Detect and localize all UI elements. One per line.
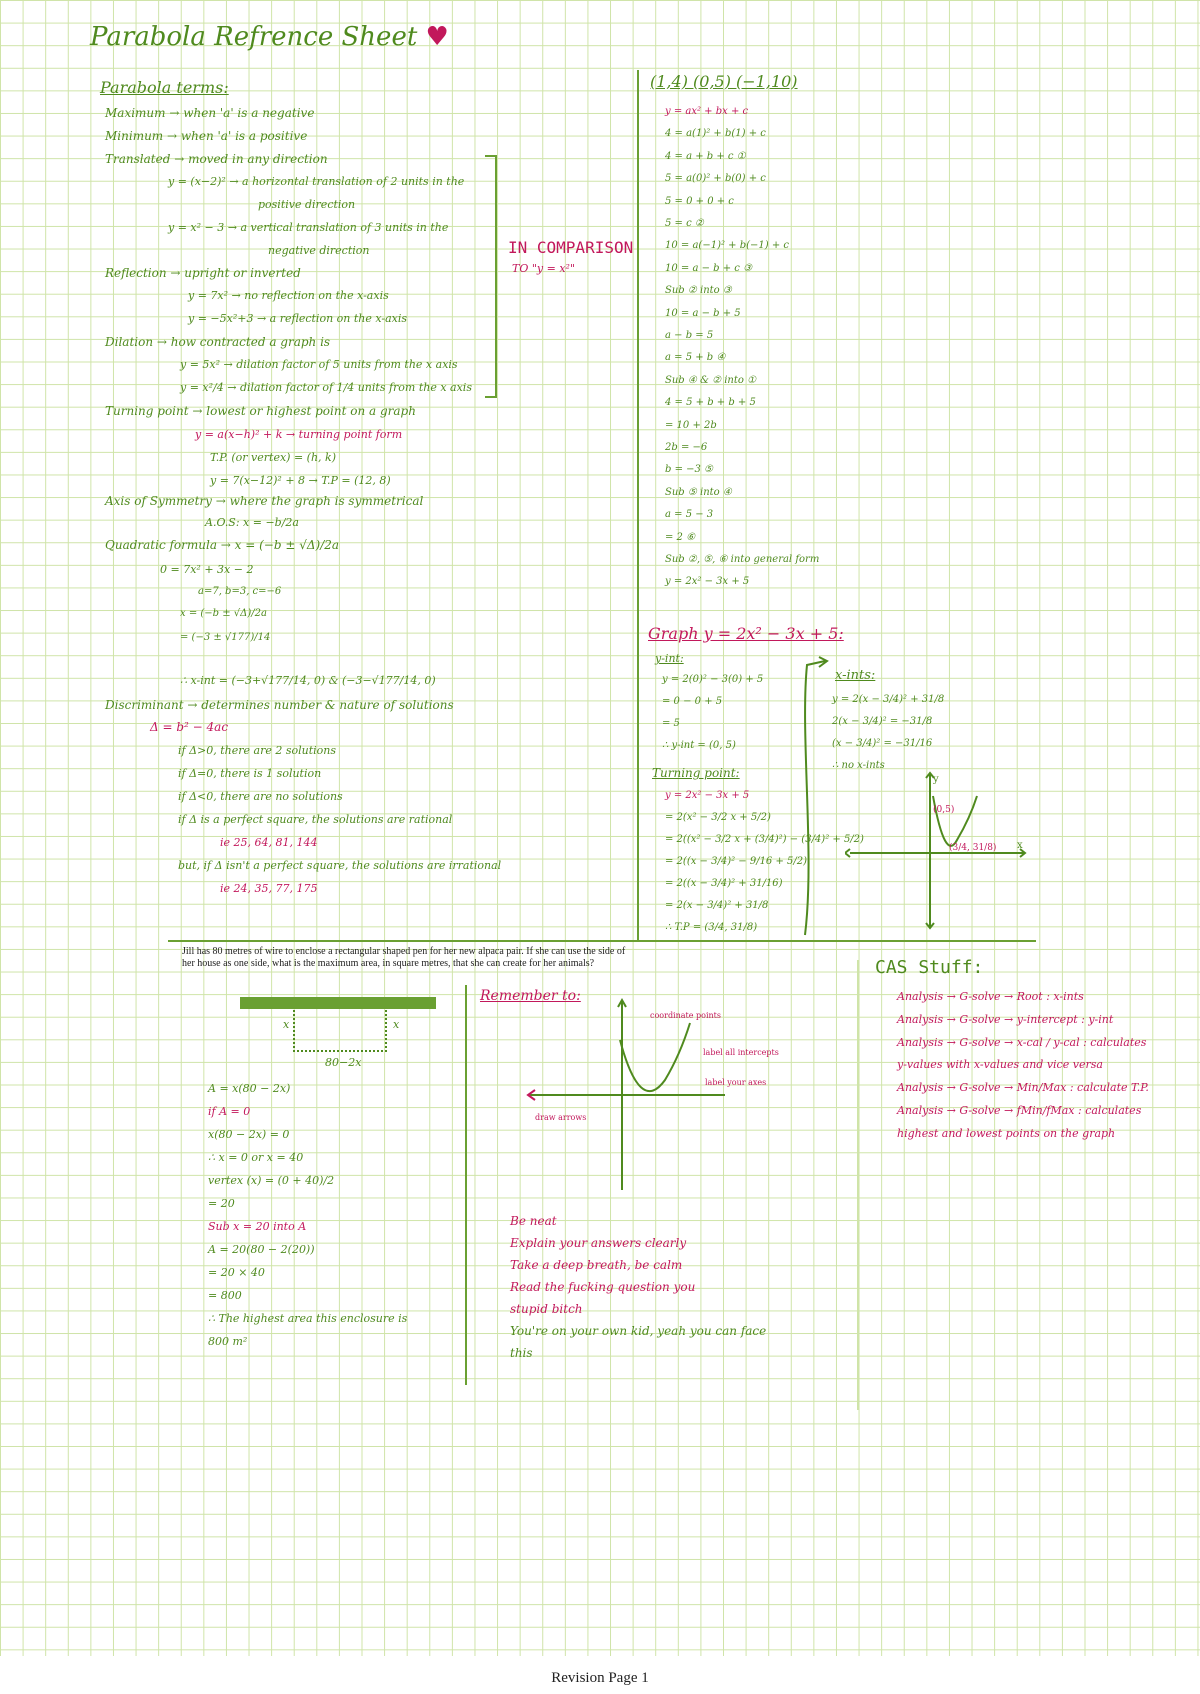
problem-text-1: Jill has 80 metres of wire to enclose a rectangular shaped pen for her new alpaca pair. If she can use the side of bbox=[182, 946, 626, 957]
problem-work-line: A = x(80 − 2x) bbox=[208, 1082, 291, 1095]
yint-work-line: = 5 bbox=[662, 718, 680, 729]
cas-heading: CAS Stuff: bbox=[875, 957, 984, 978]
problem-work-line: vertex (x) = (0 + 40)/2 bbox=[208, 1174, 335, 1187]
disc-rule-4: if Δ is a perfect square, the solutions are rational bbox=[178, 813, 453, 826]
pen-enclosure bbox=[293, 1010, 387, 1052]
mini-parabola-graph bbox=[845, 768, 1035, 933]
term-minimum: Minimum → when 'a' is a positive bbox=[105, 129, 308, 143]
points-work-line: y = ax² + bx + c bbox=[665, 106, 749, 117]
terms-heading: Parabola terms: bbox=[100, 78, 229, 97]
heart-icon: ♥ bbox=[425, 22, 449, 52]
term-reflection: Reflection → upright or inverted bbox=[105, 266, 301, 280]
yint-label: y-int: bbox=[655, 652, 684, 665]
bracket-top bbox=[485, 155, 497, 157]
problem-text-2: her house as one side, what is the maximum area, in square metres, that she can create for her animals? bbox=[182, 958, 595, 969]
page-title-text: Parabola Refrence Sheet bbox=[90, 22, 418, 52]
remember-item: this bbox=[510, 1346, 533, 1360]
term-discriminant: Discriminant → determines number & nature of solutions bbox=[105, 698, 454, 712]
bracket-bottom bbox=[485, 396, 497, 398]
problem-work-line: = 800 bbox=[208, 1289, 242, 1302]
translated-example-1: y = (x−2)² → a horizontal translation of 2 units in the bbox=[168, 175, 465, 188]
tp-vertex: T.P. (or vertex) = (h, k) bbox=[210, 451, 336, 464]
points-work-line: Sub ②, ⑤, ⑥ into general form bbox=[665, 554, 820, 565]
term-turning-point: Turning point → lowest or highest point on a graph bbox=[105, 404, 416, 418]
translated-example-2b: negative direction bbox=[268, 244, 370, 257]
mini-x-label: x bbox=[1017, 840, 1023, 851]
remember-label-ints: label all intercepts bbox=[703, 1048, 779, 1057]
pen-side-left: x bbox=[283, 1018, 290, 1031]
term-quadratic-formula: Quadratic formula → x = (−b ± √Δ)/2a bbox=[105, 538, 340, 552]
remember-item: Be neat bbox=[510, 1214, 557, 1228]
quadratic-example-coefficients: a=7, b=3, c=−6 bbox=[198, 586, 282, 597]
quadratic-example-sub: = (−3 ± √177)/14 bbox=[180, 632, 271, 643]
quadratic-example-result: ∴ x-int = (−3+√177/14, 0) & (−3−√177/14, 0) bbox=[180, 674, 436, 687]
cas-item: Analysis → G-solve → fMin/fMax : calculates bbox=[897, 1104, 1142, 1117]
bracket-line bbox=[495, 155, 497, 398]
points-work-line: = 10 + 2b bbox=[665, 419, 717, 431]
tp-work-line: = 2((x² − 3/2 x + (3/4)²) − (3/4)² + 5/2) bbox=[665, 834, 864, 845]
points-work-line: 4 = 5 + b + b + 5 bbox=[665, 397, 756, 409]
page-title bbox=[90, 22, 449, 52]
problem-work-line: A = 20(80 − 2(20)) bbox=[208, 1243, 315, 1256]
translated-example-2: y = x² − 3 → a vertical translation of 3 units in the bbox=[168, 221, 449, 234]
remember-label-axes: label your axes bbox=[705, 1078, 767, 1087]
yint-work-line: y = 2(0)² − 3(0) + 5 bbox=[662, 674, 764, 685]
term-dilation: Dilation → how contracted a graph is bbox=[105, 335, 331, 349]
points-work-line: a − b = 5 bbox=[665, 330, 714, 341]
translated-example-1b: positive direction bbox=[258, 198, 356, 211]
disc-rule-5-examples: ie 24, 35, 77, 175 bbox=[220, 882, 318, 895]
pen-side-right: x bbox=[393, 1018, 400, 1031]
comparison-label: IN COMPARISON bbox=[508, 238, 634, 257]
column-divider bbox=[637, 70, 639, 940]
tp-form: y = a(x−h)² + k → turning point form bbox=[195, 428, 403, 441]
xint-work-line: (x − 3/4)² = −31/16 bbox=[832, 738, 933, 749]
points-work-line: Sub ④ & ② into ① bbox=[665, 374, 757, 386]
points-work-line: a = 5 + b ④ bbox=[665, 352, 726, 364]
points-work-line: 5 = 0 + 0 + c bbox=[665, 195, 734, 207]
problem-work-line: 800 m² bbox=[208, 1335, 248, 1348]
points-work-line: b = −3 ⑤ bbox=[665, 464, 714, 476]
remember-label-tp: coordinate points bbox=[650, 1011, 721, 1020]
cas-item: Analysis → G-solve → Min/Max : calculate T.P. bbox=[897, 1081, 1149, 1095]
tp-work-line: = 2((x − 3/4)² − 9/16 + 5/2) bbox=[665, 856, 808, 867]
remember-item: Take a deep breath, be calm bbox=[510, 1258, 683, 1272]
problem-work-line: if A = 0 bbox=[208, 1105, 251, 1118]
discriminant-formula: Δ = b² − 4ac bbox=[150, 720, 229, 734]
remember-item: You're on your own kid, yeah you can face bbox=[510, 1324, 767, 1338]
disc-rule-1: if Δ>0, there are 2 solutions bbox=[178, 744, 336, 757]
disc-rule-5: but, if Δ isn't a perfect square, the solutions are irrational bbox=[178, 859, 502, 872]
points-work-line: 5 = a(0)² + b(0) + c bbox=[665, 173, 766, 185]
yint-work-line: = 0 − 0 + 5 bbox=[662, 696, 723, 707]
mini-tp-label: (3/4, 31/8) bbox=[949, 843, 997, 853]
points-work-line: 10 = a − b + 5 bbox=[665, 307, 741, 319]
tp-work-line: = 2((x − 3/4)² + 31/16) bbox=[665, 878, 783, 889]
problem-work-line: = 20 bbox=[208, 1197, 235, 1210]
points-work-line: 5 = c ② bbox=[665, 218, 704, 229]
comparison-to-label: TO "y = x²" bbox=[512, 262, 576, 275]
dilation-example-1: y = 5x² → dilation factor of 5 units from the x axis bbox=[180, 358, 458, 371]
points-work-line: 10 = a − b + c ③ bbox=[665, 262, 753, 274]
flow-arrow bbox=[795, 655, 835, 945]
problem-work-line: Sub x = 20 into A bbox=[208, 1220, 307, 1233]
tp-label: Turning point: bbox=[652, 766, 740, 780]
tp-example: y = 7(x−12)² + 8 → T.P = (12, 8) bbox=[210, 474, 391, 487]
points-work-line: = 2 ⑥ bbox=[665, 531, 696, 543]
cas-item: y-values with x-values and vice versa bbox=[897, 1058, 1103, 1072]
tp-work-line: y = 2x² − 3x + 5 bbox=[665, 790, 750, 801]
points-heading: (1,4) (0,5) (−1,10) bbox=[650, 72, 798, 91]
remember-item: Explain your answers clearly bbox=[510, 1236, 687, 1250]
term-translated: Translated → moved in any direction bbox=[105, 152, 328, 166]
disc-rule-3: if Δ<0, there are no solutions bbox=[178, 790, 343, 803]
points-work-line: a = 5 − 3 bbox=[665, 509, 714, 521]
cas-item: Analysis → G-solve → y-intercept : y-int bbox=[897, 1012, 1114, 1026]
points-work-line: 2b = −6 bbox=[665, 442, 708, 453]
remember-item: Read the fucking question you bbox=[510, 1280, 696, 1294]
cas-divider bbox=[857, 960, 859, 1410]
yint-work-line: ∴ y-int = (0, 5) bbox=[662, 740, 736, 751]
remember-heading: Remember to: bbox=[480, 988, 581, 1004]
house-wall bbox=[240, 997, 436, 1009]
dilation-example-2: y = x²/4 → dilation factor of 1/4 units from the x axis bbox=[180, 381, 472, 394]
problem-work-line: ∴ The highest area this enclosure is bbox=[208, 1312, 408, 1325]
cas-item: Analysis → G-solve → x-cal / y-cal : calculates bbox=[897, 1035, 1147, 1049]
points-work-line: 10 = a(−1)² + b(−1) + c bbox=[665, 240, 789, 252]
quadratic-example: 0 = 7x² + 3x − 2 bbox=[160, 563, 254, 576]
reflection-example-1: y = 7x² → no reflection on the x-axis bbox=[188, 289, 389, 302]
term-maximum: Maximum → when 'a' is a negative bbox=[105, 106, 315, 120]
pen-bottom: 80−2x bbox=[325, 1056, 362, 1069]
problem-work-line: ∴ x = 0 or x = 40 bbox=[208, 1151, 304, 1164]
mini-y-label: y bbox=[933, 774, 939, 785]
remember-item: stupid bitch bbox=[510, 1302, 583, 1316]
points-work-line: 4 = a(1)² + b(1) + c bbox=[665, 128, 766, 140]
points-work-line: Sub ② into ③ bbox=[665, 285, 732, 297]
points-work-line: y = 2x² − 3x + 5 bbox=[665, 576, 750, 588]
cas-item: highest and lowest points on the graph bbox=[897, 1126, 1116, 1140]
points-work-line: Sub ⑤ into ④ bbox=[665, 486, 732, 498]
reflection-example-2: y = −5x²+3 → a reflection on the x-axis bbox=[188, 312, 408, 325]
points-work-line: 4 = a + b + c ① bbox=[665, 150, 746, 162]
aos-formula: A.O.S: x = −b/2a bbox=[205, 516, 299, 529]
graph-heading: Graph y = 2x² − 3x + 5: bbox=[648, 624, 844, 643]
page-footer: Revision Page 1 bbox=[551, 1670, 649, 1686]
row-divider bbox=[168, 940, 1036, 942]
xint-work-line: ∴ no x-ints bbox=[832, 760, 885, 771]
tp-work-line: = 2(x − 3/4)² + 31/8 bbox=[665, 900, 769, 911]
disc-rule-4-examples: ie 25, 64, 81, 144 bbox=[220, 836, 318, 849]
mini-yint-label: (0,5) bbox=[933, 805, 955, 815]
mini-parabola-curve bbox=[933, 796, 977, 846]
xint-work-line: 2(x − 3/4)² = −31/8 bbox=[832, 716, 933, 727]
problem-divider bbox=[465, 985, 467, 1385]
term-axis-of-symmetry: Axis of Symmetry → where the graph is symmetrical bbox=[105, 494, 424, 508]
remember-label-arrows: draw arrows bbox=[535, 1113, 587, 1122]
tp-work-line: ∴ T.P = (3/4, 31/8) bbox=[665, 922, 758, 933]
xint-label: x-ints: bbox=[835, 668, 876, 683]
remember-diagram bbox=[525, 995, 785, 1195]
problem-work-line: x(80 − 2x) = 0 bbox=[208, 1128, 290, 1141]
tp-work-line: = 2(x² − 3/2 x + 5/2) bbox=[665, 812, 771, 823]
problem-work-line: = 20 × 40 bbox=[208, 1266, 265, 1279]
disc-rule-2: if Δ=0, there is 1 solution bbox=[178, 767, 322, 780]
cas-item: Analysis → G-solve → Root : x-ints bbox=[897, 990, 1084, 1003]
quadratic-example-formula: x = (−b ± √Δ)/2a bbox=[180, 608, 267, 619]
xint-work-line: y = 2(x − 3/4)² + 31/8 bbox=[832, 694, 945, 705]
